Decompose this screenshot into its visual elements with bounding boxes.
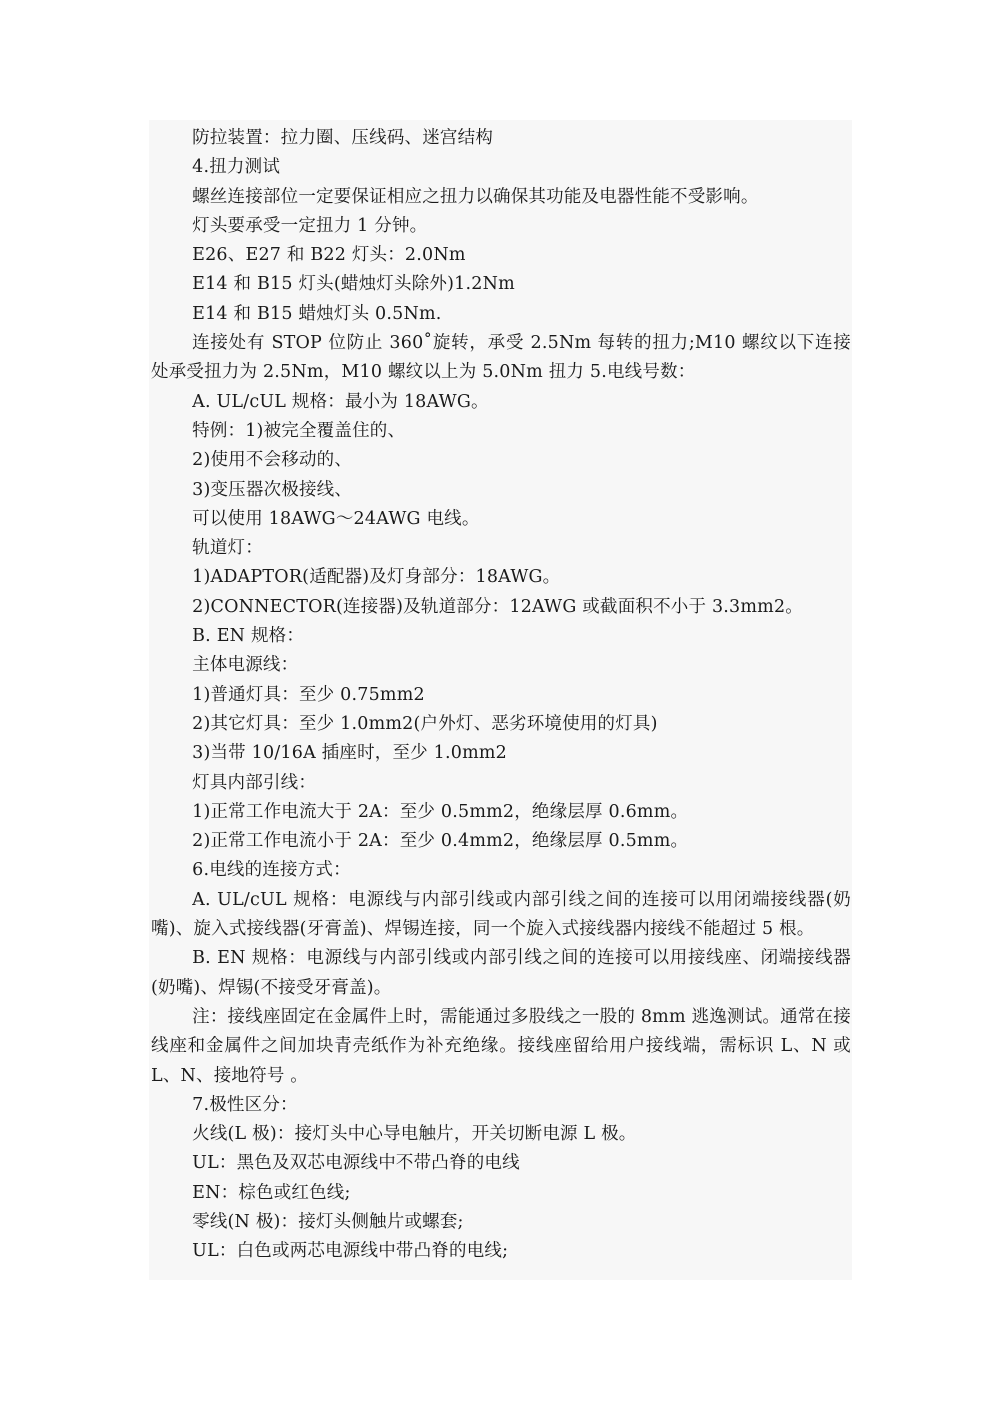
- paragraph-note-terminal: 注：接线座固定在金属件上时，需能通过多股线之一股的 8mm 逃逸测试。通常在接线座和金属件之间加块青壳纸作为补充绝缘。接线座留给用户接线端，需标识 L、N 或 L、N、接地符号 。: [151, 1006, 851, 1086]
- paragraph-en-connection: B. EN 规格：电源线与内部引线或内部引线之间的连接可以用接线座、闭端接线器(奶嘴)、焊锡(不接受牙膏盖)。: [151, 948, 851, 998]
- heading-track-light: 轨道灯：: [192, 538, 263, 559]
- heading-polarity: 7.极性区分：: [192, 1094, 298, 1115]
- paragraph-connector: 2)CONNECTOR(连接器)及轨道部分：12AWG 或截面积不小于 3.3mm2。: [192, 596, 804, 617]
- paragraph-exception-1: 特例：1)被完全覆盖住的、: [192, 420, 406, 441]
- paragraph-ordinary-lamp: 1)普通灯具：至少 0.75mm2: [192, 684, 425, 705]
- paragraph-ul-wire-gauge: A. UL/cUL 规格：最小为 18AWG。: [192, 391, 489, 412]
- heading-internal-wiring: 灯具内部引线：: [192, 772, 317, 793]
- heading-torque-test: 4.扭力测试: [192, 157, 281, 178]
- document-body: [151, 124, 851, 1267]
- heading-en-spec: B. EN 规格：: [192, 626, 305, 647]
- paragraph-ul-neutral: UL：白色或两芯电源线中带凸脊的电线;: [192, 1241, 509, 1262]
- paragraph-other-lamp: 2)其它灯具：至少 1.0mm2(户外灯、恶劣环境使用的灯具): [192, 713, 658, 734]
- paragraph-current-below-2a: 2)正常工作电流小于 2A：至少 0.4mm2，绝缘层厚 0.5mm。: [192, 831, 689, 852]
- paragraph-e26-torque: E26、E27 和 B22 灯头：2.0Nm: [192, 245, 466, 266]
- paragraph-awg-range: 可以使用 18AWG～24AWG 电线。: [192, 508, 480, 529]
- paragraph-socket: 3)当带 10/16A 插座时，至少 1.0mm2: [192, 743, 507, 764]
- paragraph-screw-torque: 螺丝连接部位一定要保证相应之扭力以确保其功能及电器性能不受影响。: [192, 186, 759, 207]
- heading-main-power-cord: 主体电源线：: [192, 655, 299, 676]
- paragraph-lamp-holder-torque: 灯头要承受一定扭力 1 分钟。: [192, 215, 428, 236]
- paragraph-live-wire: 火线(L 极)：接灯头中心导电触片，开关切断电源 L 极。: [192, 1124, 637, 1145]
- paragraph-adaptor: 1)ADAPTOR(适配器)及灯身部分：18AWG。: [192, 567, 561, 588]
- paragraph-e14-torque: E14 和 B15 灯头(蜡烛灯头除外)1.2Nm: [192, 274, 515, 295]
- paragraph-en-live: EN：棕色或红色线;: [192, 1182, 351, 1203]
- paragraph-exception-3: 3)变压器次极接线、: [192, 479, 353, 500]
- paragraph-anti-pull: 防拉装置：拉力圈、压线码、迷宫结构: [192, 128, 494, 148]
- heading-wire-connection: 6.电线的连接方式：: [192, 860, 351, 881]
- paragraph-current-above-2a: 1)正常工作电流大于 2A：至少 0.5mm2，绝缘层厚 0.6mm。: [192, 801, 689, 822]
- paragraph-stop-position: 连接处有 STOP 位防止 360˚旋转，承受 2.5Nm 每转的扭力;M10 螺纹以下连接处承受扭力为 2.5Nm，M10 螺纹以上为 5.0Nm 扭力 5.电线号数：: [151, 333, 851, 383]
- paragraph-candle-torque: E14 和 B15 蜡烛灯头 0.5Nm.: [192, 303, 442, 324]
- paragraph-ul-connection: A. UL/cUL 规格：电源线与内部引线或内部引线之间的连接可以用闭端接线器(奶嘴)、旋入式接线器(牙膏盖)、焊锡连接，同一个旋入式接线器内接线不能超过 5 根。: [151, 889, 851, 940]
- paragraph-neutral-wire: 零线(N 极)：接灯头侧触片或螺套;: [192, 1211, 464, 1232]
- paragraph-ul-live: UL：黑色及双芯电源线中不带凸脊的电线: [192, 1153, 520, 1174]
- paragraph-exception-2: 2)使用不会移动的、: [192, 450, 353, 471]
